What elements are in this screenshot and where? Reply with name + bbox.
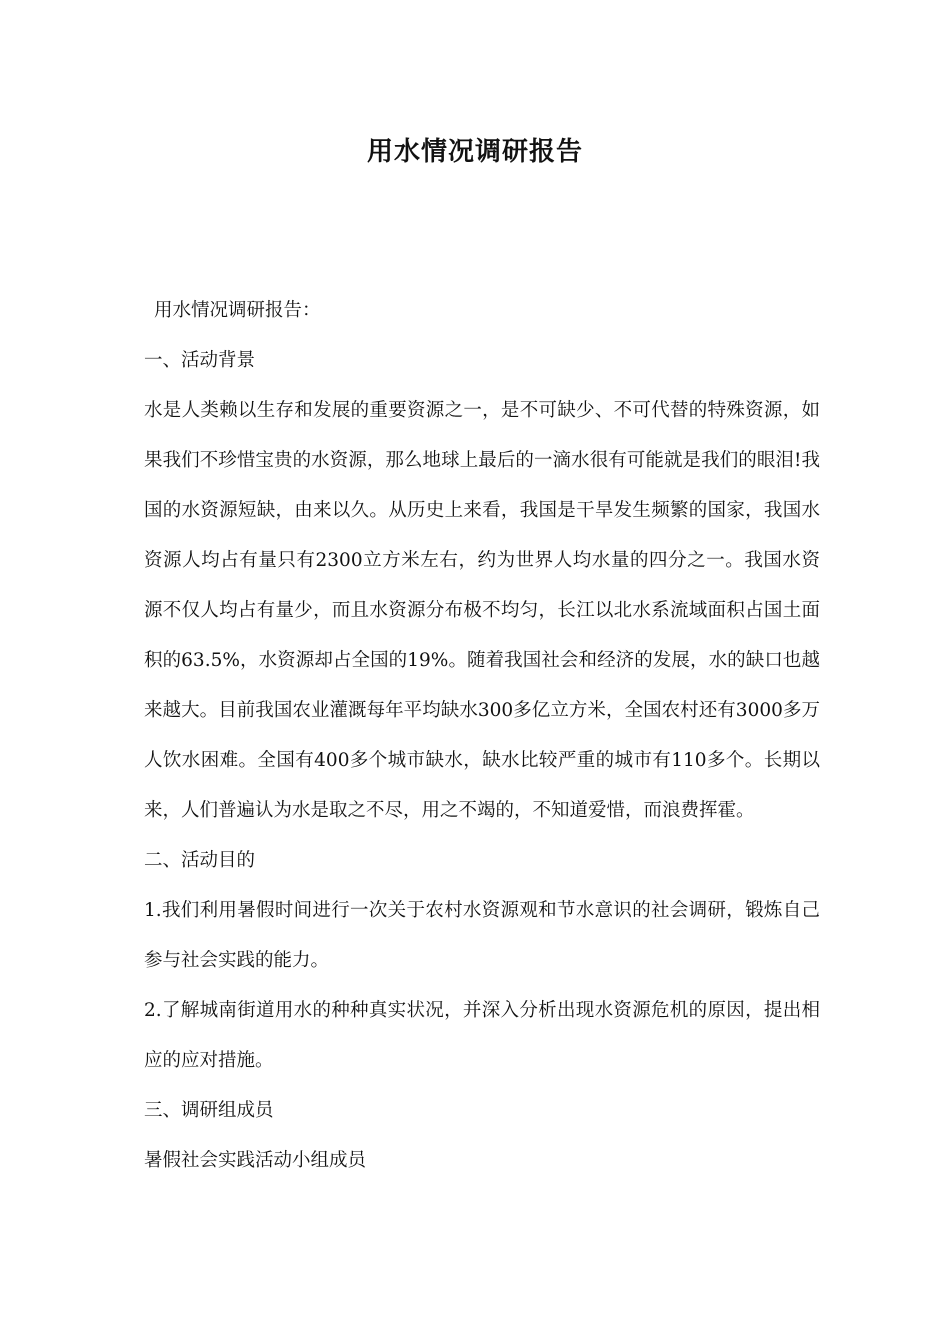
background-paragraph: 水是人类赖以生存和发展的重要资源之一，是不可缺少、不可代替的特殊资源，如果我们不珍惜宝贵的水资源，那么地球上最后的一滴水很有可能就是我们的眼泪!我国的水资源短缺，由来以久。从历史上来看，我国是干旱发生频繁的国家，我国水资源人均占有量只有2300立方米左右，约为世界人均水量的四分之一。我国水资源不仅人均占有量少，而且水资源分布极不均匀，长江以北水系流域面积占国土面积的63.5%，水资源却占全国的19%。随着我国社会和经济的发展，水的缺口也越来越大。目前我国农业灌溉每年平均缺水300多亿立方米，全国农村还有3000多万人饮水困难。全国有400多个城市缺水，缺水比较严重的城市有110多个。长期以来，人们普遍认为水是取之不尽，用之不竭的，不知道爱惜，而浪费挥霍。 [144,400,820,821]
members-paragraph: 暑假社会实践活动小组成员 [144,1150,367,1171]
section-heading-members: 三、调研组成员 [144,1100,274,1121]
purpose-item-2: 2.了解城南街道用水的种种真实状况，并深入分析出现水资源危机的原因，提出相应的应对措施。 [144,1000,820,1071]
section-heading-background: 一、活动背景 [144,350,256,371]
document-body [144,286,820,1186]
page-title: 用水情况调研报告 [366,137,583,167]
purpose-item-1: 1.我们利用暑假时间进行一次关于农村水资源观和节水意识的社会调研，锻炼自己参与社会实践的能力。 [144,900,820,971]
section-heading-purpose: 二、活动目的 [144,850,256,871]
intro-line: 用水情况调研报告： [154,300,321,321]
